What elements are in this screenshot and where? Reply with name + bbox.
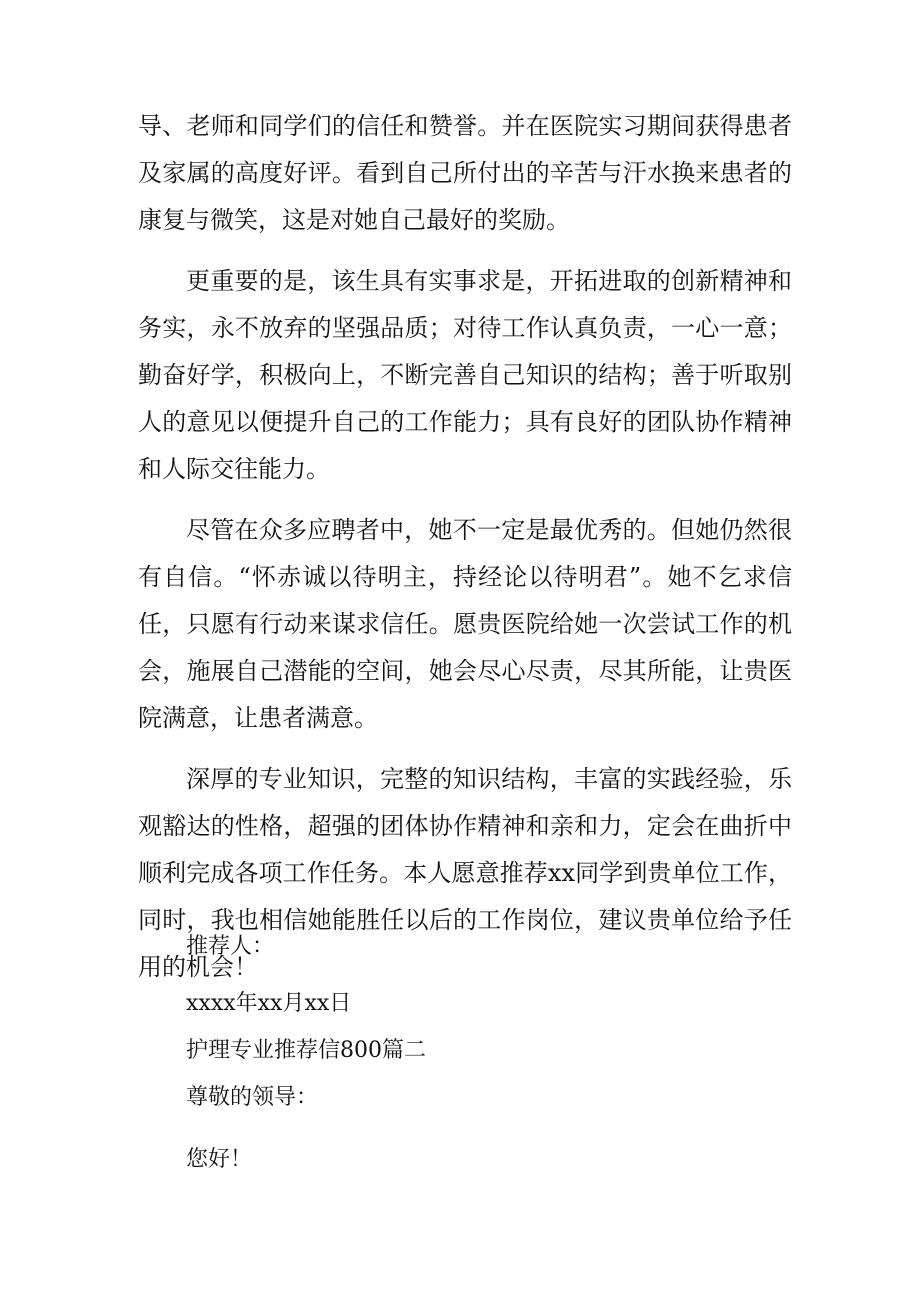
greeting: 您好！ [186,1147,253,1172]
salutation: 尊敬的领导： [186,1085,319,1110]
letter-date: xxxx年xx月xx日 [186,991,352,1016]
letter-body [138,103,792,1005]
next-letter-title: 护理专业推荐信800篇二 [186,1038,426,1063]
recommender-label: 推荐人： [186,934,275,959]
paragraph-continuation: 导、老师和同学们的信任和赞誉。并在医院实习期间获得患者及家属的高度好评。看到自己所付出的辛苦与汗水换来患者的康复与微笑，这是对她自己最好的奖励。 [138,112,792,234]
paragraph-qualities: 更重要的是，该生具有实事求是，开拓进取的创新精神和务实，永不放弃的坚强品质；对待工作认真负责，一心一意；勤奋好学，积极向上，不断完善自己知识的结构；善于听取别人的意见以便提升自己的工作能力；具有良好的团队协作精神和人际交往能力。 [138,267,792,483]
paragraph-confidence: 尽管在众多应聘者中，她不一定是最优秀的。但她仍然很有自信。“怀赤诚以待明主，持经论以待明君”。她不乞求信任，只愿有行动来谋求信任。愿贵医院给她一次尝试工作的机会，施展自己潜能的空间，她会尽心尽责，尽其所能，让贵医院满意，让患者满意。 [138,516,792,732]
paragraph-recommendation: 深厚的专业知识，完整的知识结构，丰富的实践经验，乐观豁达的性格，超强的团体协作精神和亲和力，定会在曲折中顺利完成各项工作任务。本人愿意推荐xx同学到贵单位工作，同时，我也相信她能胜任以后的工作岗位，建议贵单位给予任用的机会！ [138,765,792,981]
